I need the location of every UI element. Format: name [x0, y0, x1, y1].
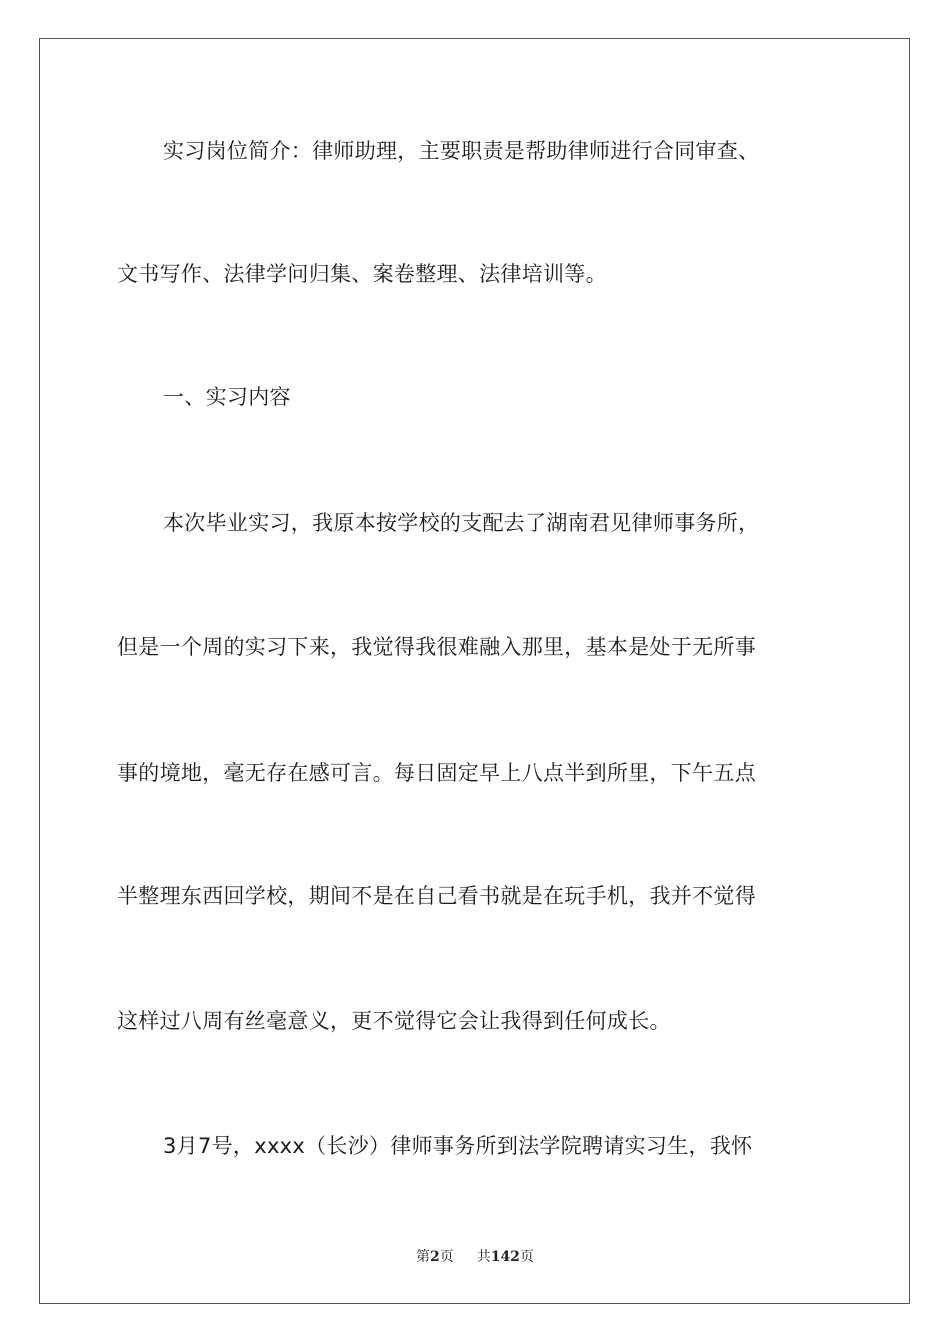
paragraph-line-4: 但是一个周的实习下来，我觉得我很难融入那里，基本是处于无所事 [117, 635, 756, 659]
paragraph-line-2: 文书写作、法律学问归集、案卷整理、法律培训等。 [117, 262, 607, 286]
paragraph-line-8: 3月7号，xxxx（长沙）律师事务所到法学院聘请实习生，我怀 [163, 1134, 753, 1158]
footer-page-suffix: 页 [439, 1249, 454, 1265]
paragraph-line-1: 实习岗位简介：律师助理，主要职责是帮助律师进行合同审查、 [163, 139, 760, 163]
paragraph-line-3: 本次毕业实习，我原本按学校的支配去了湖南君见律师事务所， [163, 511, 760, 535]
paragraph-line-5: 事的境地，毫无存在感可言。每日固定早上八点半到所里，下午五点 [117, 761, 756, 785]
footer-total-prefix: 共 [476, 1249, 491, 1265]
page-footer [0, 1247, 950, 1267]
footer-total-suffix: 页 [519, 1249, 534, 1265]
footer-page-prefix: 第 [416, 1249, 431, 1265]
footer-total-pages: 142 [490, 1249, 520, 1265]
paragraph-line-7: 这样过八周有丝毫意义，更不觉得它会让我得到任何成长。 [117, 1009, 671, 1033]
paragraph-line-6: 半整理东西回学校，期间不是在自己看书就是在玩手机，我并不觉得 [117, 884, 756, 908]
section-heading: 一、实习内容 [163, 385, 291, 409]
page-border [39, 38, 910, 1304]
footer-page-number: 2 [430, 1249, 440, 1265]
